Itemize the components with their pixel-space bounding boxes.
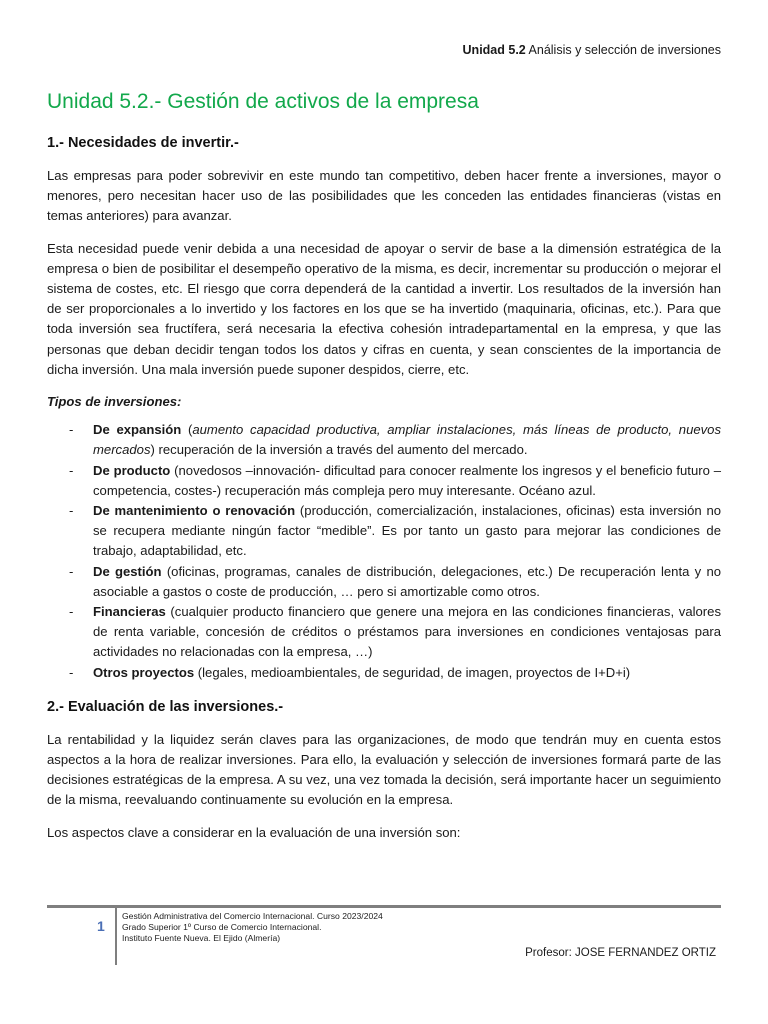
- running-header: [463, 43, 721, 57]
- footer-course-info: [122, 911, 383, 944]
- list-item: [47, 562, 721, 602]
- list-dash: -: [69, 503, 74, 519]
- section1-heading: 1.- Necesidades de invertir.-: [47, 135, 239, 151]
- list-dash: -: [69, 462, 74, 478]
- list-dash: -: [69, 664, 74, 680]
- main-content: [47, 135, 721, 855]
- list-item-term: Financieras: [93, 604, 166, 620]
- footer-vertical-divider: [115, 905, 117, 965]
- footer-teacher: Profesor: JOSE FERNANDEZ ORTIZ: [525, 947, 716, 959]
- list-item-text: (producción, comercialización, instalaciones, oficinas) esta inversión no se recupera mediante ningún factor “medible”. Es por tanto un gasto para mejorar las condiciones de trabajo, adaptabilidad, etc.: [93, 503, 722, 559]
- list-item: [47, 461, 721, 501]
- list-item-text: (oficinas, programas, canales de distribución, delegaciones, etc.) De recuperación lenta y no asociable a gastos o coste de producción, … pero si amortizable como otros.: [93, 563, 722, 599]
- list-item-term: De expansión: [93, 422, 182, 438]
- list-item-text: ) recuperación de la inversión a través del aumento del mercado.: [150, 442, 528, 458]
- list-item-term: De mantenimiento o renovación: [93, 503, 296, 519]
- list-item-text: (cualquier producto financiero que genere una mejora en las condiciones financieras, valores de renta variable, concesión de créditos o préstamos para inversiones en condiciones ventajosas para actividades no relacionadas con la empresa, …): [93, 604, 721, 660]
- investment-types-label: Tipos de inversiones:: [47, 394, 182, 410]
- page-number: 1: [97, 918, 105, 934]
- footer-line-2: Grado Superior 1º Curso de Comercio Internacional.: [122, 922, 322, 932]
- section2-heading: 2.- Evaluación de las inversiones.-: [47, 698, 284, 715]
- list-dash: -: [69, 422, 74, 438]
- list-item: [47, 663, 721, 683]
- list-item-term: De gestión: [93, 563, 162, 579]
- page-title: Unidad 5.2.- Gestión de activos de la empresa: [47, 90, 479, 113]
- list-dash: -: [69, 604, 74, 620]
- investment-types-list: [47, 420, 721, 683]
- section2-paragraph-2: Los aspectos clave a considerar en la evaluación de una inversión son:: [47, 824, 461, 840]
- section1-paragraph-2: Esta necesidad puede venir debida a una necesidad de apoyar o servir de base a la dimensión estratégica de la empresa o bien de posibilitar el desempeño operativo de la misma, es decir, incrementar su producción o mejorar el sistema de costes, etc. El riesgo que corra dependerá de la cantidad a invertir. Los resultados de la inversión han de ser proporcionales a lo invertido y los factores en los que se ha invertido (maquinaria, oficinas, etc.). Para que toda inversión sea fructífera, será necesaria la efectiva cohesión intradepartamental en la empresa, y que las personas que deban decidir tengan todos los datos y cifras en cuenta, y sean conscientes de la importancia de dicha inversión. Una mala inversión puede suponer despidos, cierre, etc.: [47, 240, 721, 377]
- list-item-text: (: [181, 422, 193, 438]
- list-item: [47, 420, 721, 460]
- list-item-text: (legales, medioambientales, de seguridad, de imagen, proyectos de I+D+i): [194, 664, 631, 680]
- list-item-italic: aumento capacidad productiva, ampliar instalaciones, más líneas de producto, nuevos mercados: [93, 422, 722, 458]
- header-unit-number: Unidad 5.2: [462, 43, 526, 57]
- header-unit-title: Análisis y selección de inversiones: [525, 43, 721, 57]
- section1-paragraph-1: Las empresas para poder sobrevivir en este mundo tan competitivo, deben hacer frente a inversiones, mayor o menores, pero necesitan hacer uso de las posibilidades que les conceden las entidades financieras (vistas en temas anteriores) para avanzar.: [47, 168, 721, 224]
- list-item-term: Otros proyectos: [93, 664, 195, 680]
- footer-divider: [47, 905, 721, 908]
- list-item: [47, 602, 721, 663]
- list-item: [47, 501, 721, 562]
- footer-line-3: Instituto Fuente Nueva. El Ejido (Almería): [122, 933, 281, 943]
- page-footer: [47, 905, 721, 965]
- footer-line-1: Gestión Administrativa del Comercio Internacional. Curso 2023/2024: [122, 911, 383, 921]
- section2-paragraph-1: La rentabilidad y la liquidez serán claves para las organizaciones, de modo que tendrán muy en cuenta estos aspectos a la hora de realizar inversiones. Para ello, la evaluación y selección de inversiones formará parte de las decisiones estratégicas de la empresa. A su vez, una vez tomada la decisión, será importante hacer un seguimiento de la misma, reevaluando continuamente su evolución en la empresa.: [47, 731, 721, 808]
- list-item-term: De producto: [93, 462, 171, 478]
- list-item-text: (novedosos –innovación- dificultad para conocer realmente los ingresos y el beneficio futuro –competencia, costes-) recuperación más compleja pero muy interesante. Océano azul.: [93, 462, 721, 498]
- list-dash: -: [69, 563, 74, 579]
